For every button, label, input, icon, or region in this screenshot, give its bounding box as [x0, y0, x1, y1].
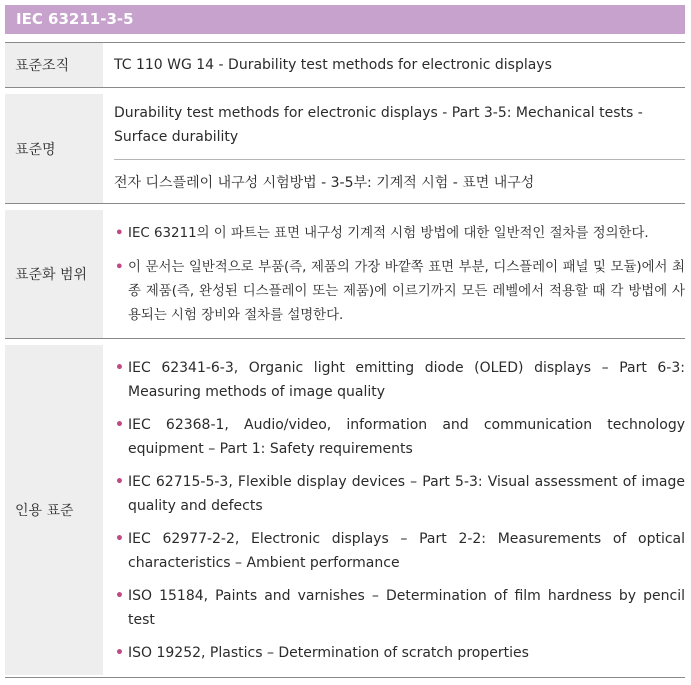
table-bottom-rule — [5, 677, 685, 678]
list-item: • IEC 62977-2-2, Electronic displays – Part 2-2: Measurements of optical characteristics – Ambient performance — [114, 527, 685, 575]
list-item: • IEC 62341-6-3, Organic light emitting diode (OLED) displays – Part 6-3: Measuring methods of image quality — [114, 356, 685, 404]
value-standard-name-en: Durability test methods for electronic displays - Part 3-5: Mechanical tests - Surface durability — [114, 105, 643, 145]
label-referenced-standards: 인용 표준 — [5, 345, 103, 675]
value-standard-name-ko: 전자 디스플레이 내구성 시험방법 - 3-5부: 기계적 시험 - 표면 내구성 — [114, 175, 535, 191]
list-item: • ISO 19252, Plastics – Determination of scratch properties — [114, 641, 685, 665]
row-divider — [5, 338, 685, 339]
row-divider — [5, 87, 685, 88]
list-item: • IEC 62715-5-3, Flexible display devices – Part 5-3: Visual assessment of image quality and defects — [114, 470, 685, 518]
document-title: IEC 63211-3-5 — [5, 5, 685, 34]
list-item: • 이 문서는 일반적으로 부품(즉, 제품의 가장 바깥쪽 표면 부분, 디스플레이 패널 및 모듈)에서 최종 제품(즉, 완성된 디스플레이 또는 제품)에 이르기까지 모든 레벨에서 적용할 때 각 방법에 사용되는 시험 장비와 절차를 설명한다. — [114, 256, 685, 328]
row-divider — [5, 203, 685, 204]
label-standard-org: 표준조직 — [5, 43, 103, 87]
row-standard-org — [5, 43, 685, 87]
references-list — [114, 356, 685, 665]
list-item: • IEC 62368-1, Audio/video, information and communication technology equipment – Part 1: Safety requirements — [114, 413, 685, 461]
row-referenced-standards — [5, 345, 685, 675]
sub-divider — [114, 159, 685, 160]
row-standardization-scope — [5, 210, 685, 338]
label-standard-name: 표준명 — [5, 94, 103, 203]
row-standard-name — [5, 94, 685, 203]
value-standard-org: TC 110 WG 14 - Durability test methods for electronic displays — [114, 57, 552, 73]
label-standardization-scope: 표준화 범위 — [5, 210, 103, 338]
list-item: • IEC 63211의 이 파트는 표면 내구성 기계적 시험 방법에 대한 일반적인 절차를 정의한다. — [114, 222, 685, 246]
list-item: • ISO 15184, Paints and varnishes – Determination of film hardness by pencil test — [114, 584, 685, 632]
scope-list — [114, 222, 685, 328]
